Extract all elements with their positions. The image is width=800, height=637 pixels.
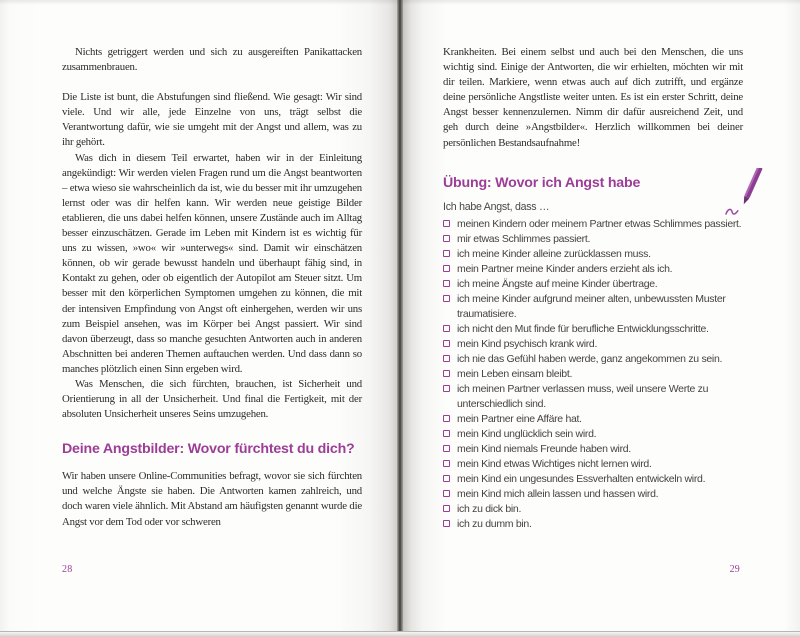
checkbox-icon xyxy=(443,430,450,437)
checklist-item-label: mein Kind mich allein lassen und hassen wird. xyxy=(457,487,659,500)
checklist-item-label: mein Kind unglücklich sein wird. xyxy=(457,427,597,440)
paragraph: Nichts getriggert werden und sich zu ausgereiften Panikattacken zusammenbrauen. xyxy=(62,46,362,74)
paragraph: Was Menschen, die sich fürchten, brauchen, ist Sicherheit und Orientierung in all der Unsicherheit. Und final die Fertigkeit, mit der absoluten Unsicherheit unseres Seins umzugehen. xyxy=(62,377,362,421)
book-page-edges xyxy=(0,631,800,637)
checkbox-icon xyxy=(443,355,450,362)
right-text-column xyxy=(443,45,743,532)
checklist-item-label: mein Partner meine Kinder anders erzieht als ich. xyxy=(457,262,673,275)
checklist-item-label: mir etwas Schlimmes passiert. xyxy=(457,232,591,245)
checkbox-icon xyxy=(443,385,450,392)
checklist-item-label: ich meine Ängste auf meine Kinder übertrage. xyxy=(457,277,658,290)
checklist-item xyxy=(443,517,743,532)
checkbox-icon xyxy=(443,520,450,527)
checklist-item xyxy=(443,232,743,247)
checkbox-icon xyxy=(443,250,450,257)
checkbox-icon xyxy=(443,295,450,302)
checklist-item xyxy=(443,442,743,457)
checklist-item xyxy=(443,457,743,472)
checklist-item xyxy=(443,367,743,382)
checkbox-icon xyxy=(443,340,450,347)
checkbox-icon xyxy=(443,475,450,482)
checklist-item-label: ich meinen Partner verlassen muss, weil unsere Werte zu unterschiedlich sind. xyxy=(457,382,709,410)
book-page-right xyxy=(403,0,800,631)
checkbox-icon xyxy=(443,220,450,227)
checklist-item xyxy=(443,352,743,367)
checklist-item-label: ich zu dick bin. xyxy=(457,502,522,515)
checklist-item xyxy=(443,322,743,337)
checklist-item xyxy=(443,502,743,517)
checklist-item xyxy=(443,247,743,262)
checklist-item-label: ich meine Kinder aufgrund meiner alten, unbewussten Muster traumatisiere. xyxy=(457,292,726,320)
checklist-item-label: meinen Kindern oder meinem Partner etwas Schlimmes passiert. xyxy=(457,217,742,230)
paragraph: Wir haben unsere Online-Communities befragt, wovor sie sich fürchten und welche Ängste sie haben. Die Antworten kamen zahlreich, und doch waren viele ähnlich. Mit Abstand am häufigsten genannt wurde die Angst vor dem Tod oder vor schweren xyxy=(62,470,362,528)
checkbox-icon xyxy=(443,445,450,452)
exercise-intro: Ich habe Angst, dass … xyxy=(443,200,550,213)
left-text-column xyxy=(62,45,362,530)
page-number-right: 29 xyxy=(729,564,740,575)
checklist-item xyxy=(443,337,743,352)
checkbox-icon xyxy=(443,505,450,512)
checkbox-icon xyxy=(443,490,450,497)
checkbox-icon xyxy=(443,265,450,272)
book-page-left xyxy=(0,0,397,631)
checklist-item xyxy=(443,487,743,502)
checklist-item xyxy=(443,262,743,277)
checklist-item-label: ich nie das Gefühl haben werde, ganz angekommen zu sein. xyxy=(457,352,723,365)
page-number-left: 28 xyxy=(62,564,73,575)
angst-checklist xyxy=(443,217,743,532)
paragraph: Krankheiten. Bei einem selbst und auch bei den Menschen, die uns wichtig sind. Einige der Antworten, die wir erhielten, möchten wir mit dir teilen. Markiere, wenn etwas auch auf dich zutrifft, und ergänze deine persönliche Angstliste weiter unten. Es ist ein erster Schritt, deine Angst besser kennenzulernen. Nimm dir dafür ausreichend Zeit, und geh durch deine »Angstbilder«. Herzlich willkommen bei deiner persönlichen Bestandsaufnahme! xyxy=(443,46,743,149)
checklist-item xyxy=(443,472,743,487)
checklist-item-label: mein Leben einsam bleibt. xyxy=(457,367,573,380)
checkbox-icon xyxy=(443,415,450,422)
checkbox-icon xyxy=(443,235,450,242)
checklist-item-label: ich zu dumm bin. xyxy=(457,517,532,530)
paragraph: Die Liste ist bunt, die Abstufungen sind fließend. Wie gesagt: Wir sind viele. Und wir alle, jede Einzelne von uns, trägt selbst die Verantwortung dafür, wie sie umgeht mit der Angst und allem, was zu ihr gehört. xyxy=(62,91,362,149)
checkbox-icon xyxy=(443,325,450,332)
checklist-item xyxy=(443,382,743,412)
checklist-item xyxy=(443,277,743,292)
checklist-item-label: ich meine Kinder alleine zurücklassen muss. xyxy=(457,247,651,260)
checklist-item xyxy=(443,412,743,427)
pen-icon xyxy=(720,168,772,222)
checkbox-icon xyxy=(443,370,450,377)
checklist-item-label: mein Partner eine Affäre hat. xyxy=(457,412,582,425)
checklist-item-label: mein Kind etwas Wichtiges nicht lernen wird. xyxy=(457,457,652,470)
checklist-item-label: ich nicht den Mut finde für berufliche Entwicklungsschritte. xyxy=(457,322,709,335)
checklist-item-label: mein Kind psychisch krank wird. xyxy=(457,337,598,350)
section-heading-angstbilder: Deine Angstbilder: Wovor fürchtest du dich? xyxy=(62,441,355,458)
checkbox-icon xyxy=(443,460,450,467)
checklist-item xyxy=(443,427,743,442)
paragraph: Was dich in diesem Teil erwartet, haben wir in der Einleitung angekündigt: Wir werden vielen Fragen rund um die Angst beantworten – etwa wieso sie wahrscheinlich da ist, wie du besser mit ihr umzugehen lernst oder was dir helfen kann. Wir werden neue geistige Bilder etablieren, die uns dabei helfen können, unsere Zustände auch im Alltag besser einzuschätzen. Gerade im Leben mit Kindern ist es wichtig für uns zu wissen, »wo« wir »unterwegs« sind. Damit wir einschätzen können, ob wir gerade bewusst handeln und überhaupt fähig sind, in Kontakt zu gehen, oder ob eigentlich der Autopilot am Steuer sitzt. Um besser mit den körperlichen Symptomen umgehen zu können, die mit der intensiven Empfindung von Angst oft einhergehen, werden wir uns zum Beispiel ansehen, was im Körper bei Angst passiert. Wir sind davon überzeugt, dass so manche gesuchten Antworten auch in anderen Abschnitten bei anderen Themen auftauchen werden. Und dass dann so manches plötzlich einen Sinn ergeben wird. xyxy=(62,151,362,375)
exercise-heading: Übung: Wovor ich Angst habe xyxy=(443,174,641,191)
checklist-item-label: mein Kind niemals Freunde haben wird. xyxy=(457,442,631,455)
checkbox-icon xyxy=(443,280,450,287)
checklist-item-label: mein Kind ein ungesundes Essverhalten entwickeln wird. xyxy=(457,472,706,485)
checklist-item xyxy=(443,217,743,232)
checklist-item xyxy=(443,292,743,322)
